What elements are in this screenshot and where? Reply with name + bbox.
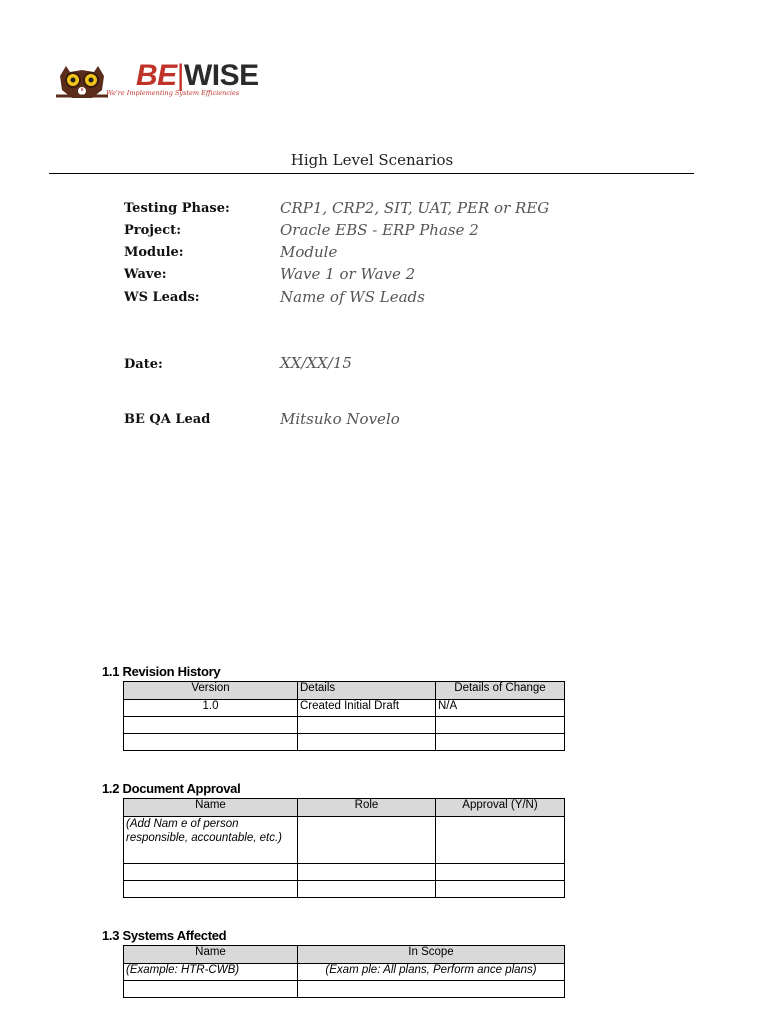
table-cell	[298, 717, 436, 734]
logo-separator: |	[176, 59, 184, 92]
qa-lead-value: Mitsuko Novelo	[280, 410, 400, 428]
table-cell	[124, 734, 298, 751]
systems-affected-table	[123, 945, 565, 998]
logo-wordmark	[136, 59, 259, 93]
title-divider	[49, 173, 694, 174]
table-cell: (Example: HTR-CWB)	[124, 964, 298, 981]
bewise-logo	[56, 58, 259, 102]
document-approval-heading: 1.2 Document Approval	[102, 781, 241, 796]
document-title: High Level Scenarios	[290, 151, 454, 169]
table-cell	[436, 717, 565, 734]
table-row	[124, 864, 565, 881]
column-header: Version	[124, 682, 298, 700]
module-label: Module:	[124, 245, 184, 260]
table-cell: N/A	[436, 700, 565, 717]
table-cell: (Exam ple: All plans, Perform ance plans)	[298, 964, 565, 981]
table-row	[124, 700, 565, 717]
table-cell	[436, 864, 565, 881]
qa-lead-label: BE QA Lead	[124, 412, 211, 427]
table-cell	[298, 864, 436, 881]
date-value: XX/XX/15	[280, 354, 352, 372]
table-cell	[124, 864, 298, 881]
logo-tagline: We're Implementing System Efficiencies	[106, 89, 240, 97]
logo-be: BE	[136, 59, 177, 92]
table-row	[124, 964, 565, 981]
column-header: In Scope	[298, 946, 565, 964]
owl-logo-icon	[56, 60, 108, 100]
table-row	[124, 717, 565, 734]
testing-phase-value: CRP1, CRP2, SIT, UAT, PER or REG	[280, 199, 550, 217]
revision-history-table	[123, 681, 565, 751]
table-cell	[298, 817, 436, 864]
table-row	[124, 817, 565, 864]
wave-value: Wave 1 or Wave 2	[280, 265, 416, 283]
table-cell: (Add Nam e of person responsible, accountable, etc.)	[124, 817, 298, 864]
table-header-row	[124, 682, 565, 700]
table-cell	[124, 981, 298, 998]
project-value: Oracle EBS - ERP Phase 2	[280, 221, 479, 239]
table-cell	[298, 881, 436, 898]
systems-affected-heading: 1.3 Systems Affected	[102, 928, 227, 943]
project-label: Project:	[124, 223, 181, 238]
table-cell	[298, 734, 436, 751]
table-cell	[298, 981, 565, 998]
wave-label: Wave:	[124, 267, 167, 282]
date-label: Date:	[124, 357, 163, 372]
table-cell	[436, 817, 565, 864]
table-row	[124, 981, 565, 998]
column-header: Details of Change	[436, 682, 565, 700]
document-approval-table	[123, 798, 565, 898]
table-header-row	[124, 946, 565, 964]
column-header: Details	[298, 682, 436, 700]
table-cell: 1.0	[124, 700, 298, 717]
table-header-row	[124, 799, 565, 817]
table-row	[124, 881, 565, 898]
ws-leads-label: WS Leads:	[124, 290, 200, 305]
table-cell: Created Initial Draft	[298, 700, 436, 717]
column-header: Role	[298, 799, 436, 817]
table-row	[124, 734, 565, 751]
module-value: Module	[280, 243, 338, 261]
column-header: Name	[124, 799, 298, 817]
column-header: Approval (Y/N)	[436, 799, 565, 817]
revision-history-heading: 1.1 Revision History	[102, 664, 221, 679]
table-cell	[124, 717, 298, 734]
ws-leads-value: Name of WS Leads	[280, 288, 425, 306]
table-cell	[124, 881, 298, 898]
table-cell	[436, 881, 565, 898]
testing-phase-label: Testing Phase:	[124, 201, 230, 216]
table-cell	[436, 734, 565, 751]
logo-wise: WISE	[183, 59, 259, 92]
column-header: Name	[124, 946, 298, 964]
